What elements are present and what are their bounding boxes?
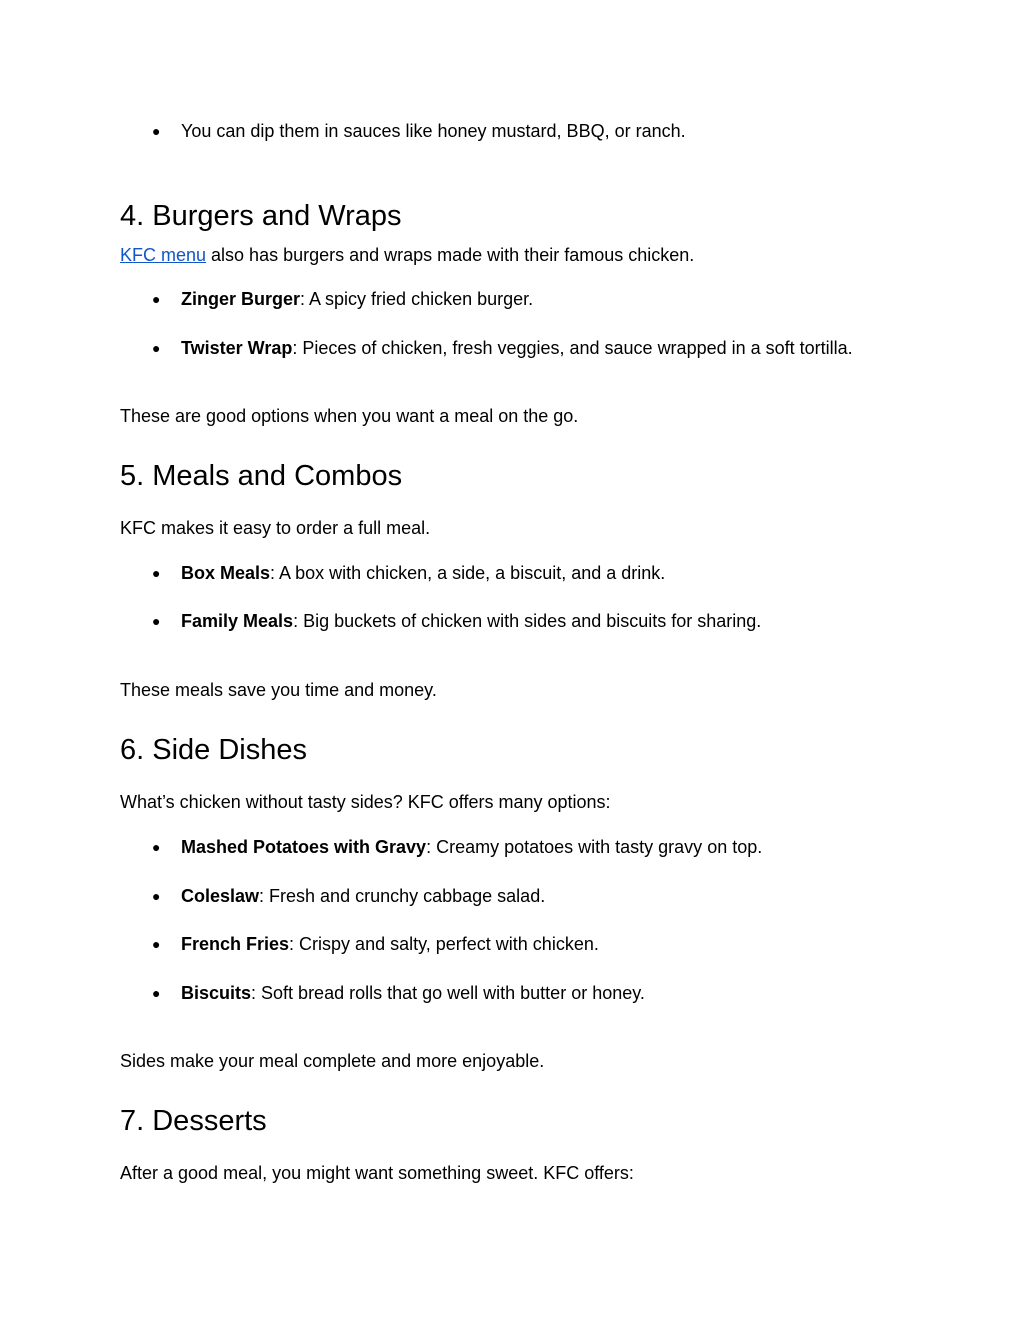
item-term: Mashed Potatoes with Gravy: [181, 837, 427, 857]
section-outro: These meals save you time and money.: [120, 680, 437, 700]
list-item: [181, 836, 762, 858]
section-heading-side-dishes: 6. Side Dishes: [120, 734, 307, 766]
bullet-marker: ●: [152, 888, 161, 904]
item-desc: : A spicy fried chicken burger.: [300, 289, 534, 309]
bullet-marker: ●: [152, 839, 161, 855]
bullet-marker: ●: [152, 123, 161, 139]
section-heading-meals-and-combos: 5. Meals and Combos: [120, 460, 403, 492]
section-heading-desserts: 7. Desserts: [120, 1105, 267, 1137]
item-desc: : Pieces of chicken, fresh veggies, and sauce wrapped in a soft tortilla.: [292, 338, 853, 358]
item-term: Coleslaw: [181, 886, 260, 906]
kfc-menu-link[interactable]: KFC menu: [120, 245, 207, 265]
section-intro-text: also has burgers and wraps made with their famous chicken.: [206, 245, 695, 265]
item-term: Family Meals: [181, 611, 294, 631]
list-item: [181, 562, 665, 584]
section-heading-burgers-and-wraps: 4. Burgers and Wraps: [120, 200, 402, 232]
section-intro: What’s chicken without tasty sides? KFC offers many options:: [120, 792, 611, 812]
bullet-marker: ●: [152, 613, 161, 629]
list-item: [181, 610, 761, 632]
item-desc: : Creamy potatoes with tasty gravy on top.: [426, 837, 763, 857]
section-outro: These are good options when you want a meal on the go.: [120, 406, 579, 426]
list-item: [181, 933, 599, 955]
list-item: [181, 337, 853, 359]
section-intro: [120, 244, 694, 266]
item-term: French Fries: [181, 934, 290, 954]
list-item: [181, 288, 533, 310]
item-term: Biscuits: [181, 983, 252, 1003]
list-item: [181, 982, 645, 1004]
section-intro: After a good meal, you might want something sweet. KFC offers:: [120, 1163, 634, 1183]
bullet-marker: ●: [152, 291, 161, 307]
item-desc: : Crispy and salty, perfect with chicken.: [289, 934, 599, 954]
bullet-marker: ●: [152, 985, 161, 1001]
bullet-marker: ●: [152, 936, 161, 952]
item-desc: : Soft bread rolls that go well with butter or honey.: [251, 983, 645, 1003]
list-item: [181, 885, 545, 907]
item-desc: : Fresh and crunchy cabbage salad.: [259, 886, 546, 906]
bullet-marker: ●: [152, 340, 161, 356]
section-outro: Sides make your meal complete and more enjoyable.: [120, 1051, 545, 1071]
item-desc: : A box with chicken, a side, a biscuit, and a drink.: [270, 563, 666, 583]
item-term: Zinger Burger: [181, 289, 301, 309]
item-desc: : Big buckets of chicken with sides and biscuits for sharing.: [293, 611, 762, 631]
section-intro: KFC makes it easy to order a full meal.: [120, 518, 431, 538]
item-term: Twister Wrap: [181, 338, 293, 358]
item-term: Box Meals: [181, 563, 271, 583]
list-item: You can dip them in sauces like honey mustard, BBQ, or ranch.: [181, 121, 686, 141]
bullet-marker: ●: [152, 565, 161, 581]
